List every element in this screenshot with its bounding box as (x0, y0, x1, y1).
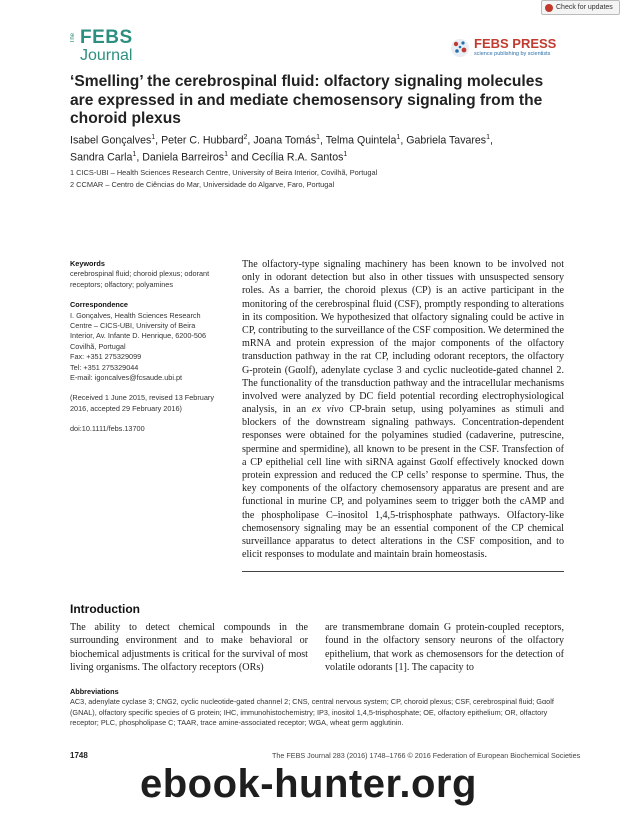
author-name: Joana Tomás (253, 134, 317, 147)
running-footer: The FEBS Journal 283 (2016) 1748–1766 © 2016 Federation of European Biochemical Societies (272, 751, 581, 760)
author-affiliation-mark: 1 (343, 151, 348, 159)
author-affiliation-mark: 2 (243, 134, 248, 141)
affiliation-item: 2 CCMAR – Centro de Ciências do Mar, Universidade do Algarve, Faro, Portugal (70, 179, 335, 189)
introduction-column-left: The ability to detect chemical compounds in the surrounding environment and to make behavioral or biochemical adjustments is critical for the survival of most living organisms. The olfactory receptors (ORs) (70, 622, 308, 674)
journal-logo-the: The (70, 33, 76, 44)
check-for-updates-button[interactable] (541, 0, 620, 15)
correspondence-line: Covilhã, Portugal (70, 341, 126, 351)
author-name: Sandra Carla (70, 151, 133, 164)
author-affiliation-mark: 1 (224, 151, 228, 159)
crossmark-icon (545, 4, 553, 12)
correspondence-heading: Correspondence (70, 300, 128, 310)
correspondence-line: Tel: +351 275329044 (70, 362, 139, 372)
journal-logo-journal: Journal (80, 47, 133, 64)
author-joiner: and (230, 151, 249, 164)
journal-logo-febs: FEBS (80, 27, 133, 48)
author-name: Daniela Barreiros (142, 151, 225, 164)
correspondence-line: Fax: +351 275329099 (70, 352, 142, 362)
author-name: Telma Quintela (325, 134, 397, 147)
author-affiliation-mark: 1 (132, 151, 137, 159)
article-title: ‘Smelling’ the cerebrospinal fluid: olfactory signaling molecules are expressed in and mediate chemosensory signaling from the choroid plexus (70, 73, 544, 127)
introduction-column-right: are transmembrane domain G protein-coupled receptors, found in the olfactory sensory neurons of the olfactory epithelium, that work as chemosensors for the detection of volatile odorants [1]. The capacity to (325, 622, 564, 674)
affiliations (70, 167, 560, 190)
abstract-text: CP-brain setup, using polyamines as stimuli and blockers of the downstream signaling pathways. Concentration-dependent responses were obtained for the polyamines studied (cadaverine, putrescine, spermine and spermidine), all known to be present in the CSF. Transfection of a CP epithelial cell line with siRNA against Gαolf effectively knocked down protein expression and reduced the CP cells’ response to spermine. Thus, the key components of the olfactory chemosensory apparatus are present and are functional in murine CP, and polyamines seem to trigger both the cAMP and the phospholipase C–inositol 1,4,5-trisphosphate pathways. Olfactory-like chemosensory signaling may be an essential component of the CP chemical surveillance apparatus to detect alterations in the CSF composition, and to elicit responses to modulate and maintain brain homeostasis. (242, 404, 564, 561)
author-affiliation-mark: 1 (151, 134, 156, 141)
correspondence-line: Centre – CICS-UBI, University of Beira (70, 321, 196, 331)
doi-link[interactable]: doi:10.1111/febs.13700 (70, 424, 145, 434)
keywords-heading: Keywords (70, 259, 105, 268)
febs-press-name: FEBS PRESS (474, 36, 557, 51)
check-for-updates-label: Check for updates (556, 4, 613, 11)
febs-press-tagline: science publishing by scientists (474, 51, 551, 57)
author-name: Peter C. Hubbard (161, 134, 244, 147)
article-info-sidebar (70, 259, 230, 435)
febs-press-logo (450, 36, 560, 62)
keywords-text: cerebrospinal fluid; choroid plexus; odorant receptors; olfactory; polyamines (70, 269, 210, 289)
author-list: Isabel Gonçalves$^1$, Peter C. Hubbard$^2$, Joana Tomás$^1$, Telma Quintela$^1$, Gabriela Tavares$^1$, Sandra Carla$^1$, Daniela Barreiros$^1$ and Cecília R.A. Santos$^1$ (70, 134, 493, 164)
febs-press-mark-icon (450, 38, 470, 58)
correspondence-email[interactable]: E-mail: igoncalves@fcsaude.ubi.pt (70, 373, 183, 383)
introduction-heading: Introduction (70, 602, 140, 616)
author-name: Isabel Gonçalves (70, 134, 152, 147)
author-affiliation-mark: 1 (316, 134, 321, 141)
abstract-text: The olfactory-type signaling machinery has been known to be involved not only in odorant detection but also in other tissues with unsuspected sensory roles. As a barrier, the choroid plexus (CP) is an active participant in the monitoring of the cerebrospinal fluid (CSF), promptly responding to alterations in its composition. We hypothesized that olfactory signaling could be active in CP, contributing to the surveillance of the CSF composition. We determined the mRNA and protein expression of the major components of the olfactory transduction pathway in the rat CP, including odorant receptors, the olfactory G-protein (Gαolf), adenylate cyclase 3 and cyclic nucleotide-gated channel 2. The functionality of the transduction pathway and the intracellular mechanisms involved were analyzed by DC field potential recording electrophysiological analysis, in an (242, 259, 564, 416)
abbreviations-heading: Abbreviations (70, 687, 119, 696)
correspondence-line: I. Gonçalves, Health Sciences Research (70, 310, 201, 320)
abbreviations (70, 687, 564, 729)
author-affiliation-mark: 1 (396, 134, 401, 141)
author-name: Gabriela Tavares (406, 134, 487, 147)
author-affiliation-mark: 1 (486, 134, 491, 141)
abstract-italic: ex vivo (311, 404, 344, 416)
author-name: Cecília R.A. Santos (251, 151, 344, 164)
abstract-divider (242, 571, 564, 572)
watermark: ebook-hunter.org (140, 762, 477, 806)
abstract (242, 258, 564, 561)
received-dates: (Received 1 June 2015, revised 13 February 2016, accepted 29 February 2016) (70, 393, 214, 413)
correspondence-line: Interior, Av. Infante D. Henrique, 6200-506 (70, 331, 207, 341)
abbreviations-text: AC3, adenylate cyclase 3; CNG2, cyclic nucleotide-gated channel 2; CNS, central nervous system; CP, choroid plexus; CSF, cerebrospinal fluid; Gαolf (GNAL), olfactory specific species of G protein; IHC, immunohistochemistry; IP3, inositol 1,4,5-trisphosphate; OE, olfactory epithelium; OR, olfactory receptor; PLC, phospholipase C; TAAR, trace amine-associated receptor; WGA, wheat germ agglutinin. (70, 697, 554, 728)
affiliation-item: 1 CICS-UBI – Health Sciences Research Centre, University of Beira Interior, Covilhã, Portugal (70, 168, 378, 177)
page-number: 1748 (70, 751, 88, 760)
febs-journal-logo (70, 27, 150, 69)
